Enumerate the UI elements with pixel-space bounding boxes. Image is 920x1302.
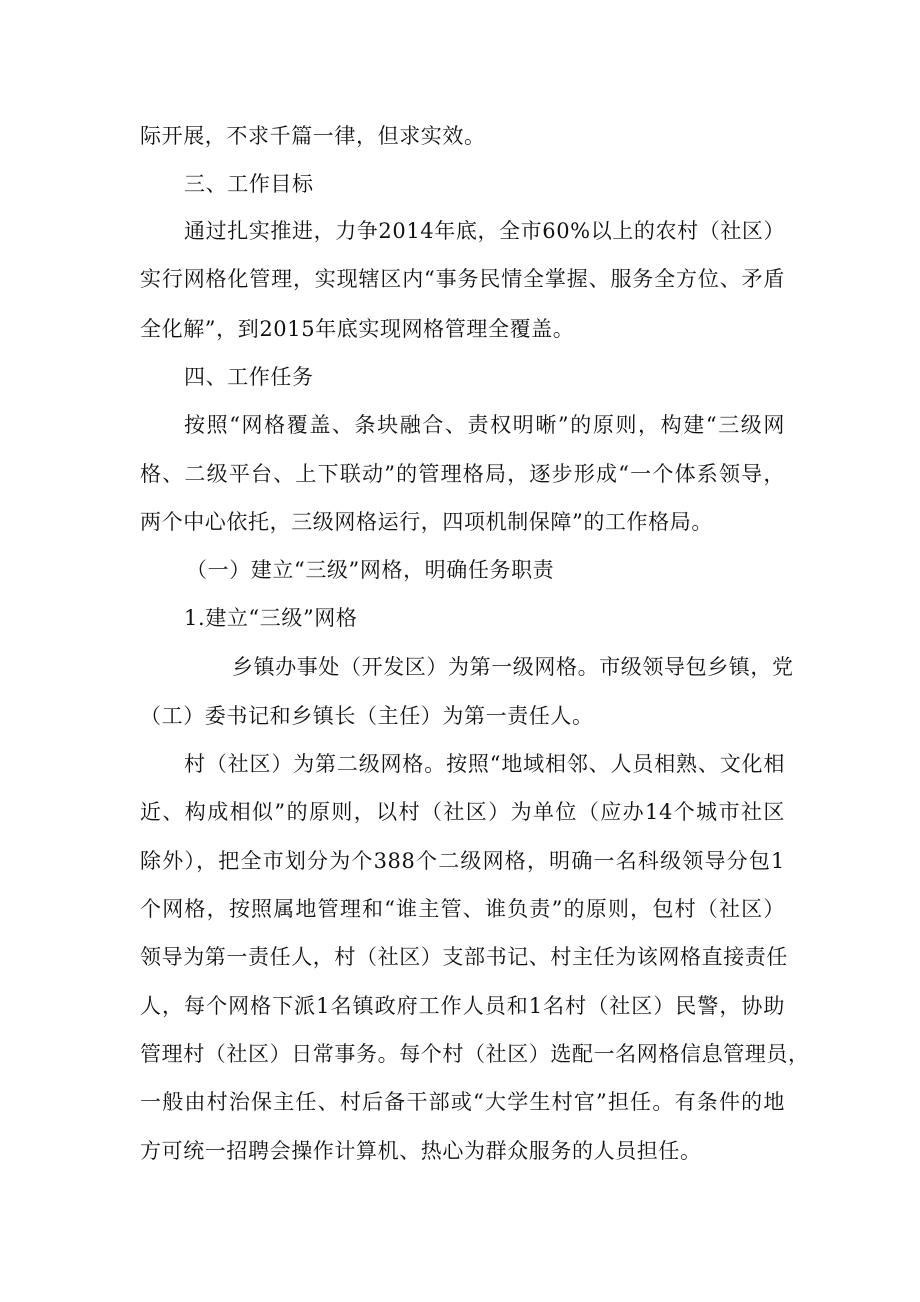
subsection-heading-1: （一）建立“三级”网格，明确任务职责 (186, 558, 555, 582)
text-line-8: 格、二级平台、上下联动”的管理格局，逐步形成“一个体系领导， (140, 462, 785, 486)
text-line-19: 人，每个网格下派1名镇政府工作人员和1名村（社区）民警，协助 (140, 994, 785, 1018)
text-line-17: 个网格，按照属地管理和“谁主管、谁负责”的原则，包村（社区） (140, 897, 785, 921)
section-heading-4: 四、工作任务 (184, 365, 314, 389)
text-line-9: 两个中心依托，三级网格运行，四项机制保障”的工作格局。 (140, 510, 713, 534)
text-line-1: 际开展，不求千篇一律，但求实效。 (140, 124, 486, 148)
text-line-21: 一般由村治保主任、村后备干部或“大学生村官”担任。有条件的地 (140, 1090, 785, 1114)
text-line-12: 乡镇办事处（开发区）为第一级网格。市级领导包乡镇，党 (232, 655, 794, 679)
text-line-14: 村（社区）为第二级网格。按照“地域相邻、人员相熟、文化相 (184, 752, 785, 776)
text-line-4: 实行网格化管理，实现辖区内“事务民情全掌握、服务全方位、矛盾 (140, 267, 785, 291)
text-line-5: 全化解”，到2015年底实现网格管理全覆盖。 (140, 317, 575, 341)
section-heading-3: 三、工作目标 (184, 172, 314, 196)
text-line-22: 方可统一招聘会操作计算机、热心为群众服务的人员担任。 (140, 1139, 702, 1163)
text-line-18: 领导为第一责任人，村（社区）支部书记、村主任为该网格直接责任 (140, 945, 788, 969)
text-line-15: 近、构成相似”的原则，以村（社区）为单位（应办14个城市社区 (140, 800, 785, 824)
text-line-3: 通过扎实推进，力争2014年底，全市60%以上的农村（社区） (184, 219, 786, 243)
text-line-20: 管理村（社区）日常事务。每个村（社区）选配一名网格信息管理员， (140, 1042, 810, 1066)
text-line-16: 除外），把全市划分为个388个二级网格，明确一名科级领导分包1 (140, 849, 785, 873)
text-line-7: 按照“网格覆盖、条块融合、责权明晰”的原则，构建“三级网 (184, 413, 785, 437)
item-heading-1: 1.建立“三级”网格 (184, 606, 358, 630)
text-line-13: （工）委书记和乡镇长（主任）为第一责任人。 (140, 704, 594, 728)
